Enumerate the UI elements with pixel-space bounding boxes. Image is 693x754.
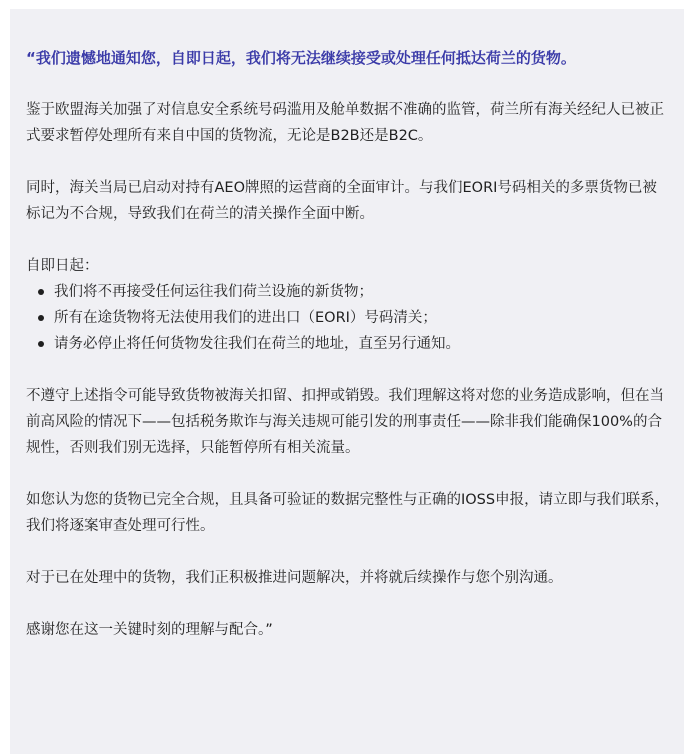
notice-panel (10, 9, 684, 754)
notice-headline: “我们遗憾地通知您，自即日起，我们将无法继续接受或处理任何抵达荷兰的货物。 (26, 49, 576, 67)
list-item: 所有在途货物将无法使用我们的进出口（EORI）号码清关； (54, 305, 670, 331)
notice-paragraph-1: 鉴于欧盟海关加强了对信息安全系统号码滥用及舱单数据不准确的监管，荷兰所有海关经纪人已被正式要求暂停处理所有来自中国的货物流，无论是B2B还是B2C。 (26, 102, 664, 144)
notice-closing: 感谢您在这一关键时刻的理解与配合。” (26, 622, 273, 638)
list-intro: 自即日起： (26, 258, 99, 274)
measures-list (26, 279, 670, 357)
notice-paragraph-5: 对于已在处理中的货物，我们正积极推进问题解决，并将就后续操作与您个别沟通。 (26, 570, 563, 586)
list-item: 我们将不再接受任何运往我们荷兰设施的新货物； (54, 279, 670, 305)
notice-paragraph-3: 不遵守上述指令可能导致货物被海关扣留、扣押或销毁。我们理解这将对您的业务造成影响，但在当前高风险的情况下——包括税务欺诈与海关违规可能引发的刑事责任——除非我们能确保100%的合规性，否则我们别无选择，只能暂停所有相关流量。 (26, 388, 664, 456)
list-item: 请务必停止将任何货物发往我们在荷兰的地址，直至另行通知。 (54, 331, 670, 357)
notice-paragraph-4: 如您认为您的货物已完全合规，且具备可验证的数据完整性与正确的IOSS申报，请立即与我们联系，我们将逐案审查处理可行性。 (26, 492, 670, 534)
notice-paragraph-2: 同时，海关当局已启动对持有AEO牌照的运营商的全面审计。与我们EORI号码相关的多票货物已被标记为不合规，导致我们在荷兰的清关操作全面中断。 (26, 180, 657, 222)
